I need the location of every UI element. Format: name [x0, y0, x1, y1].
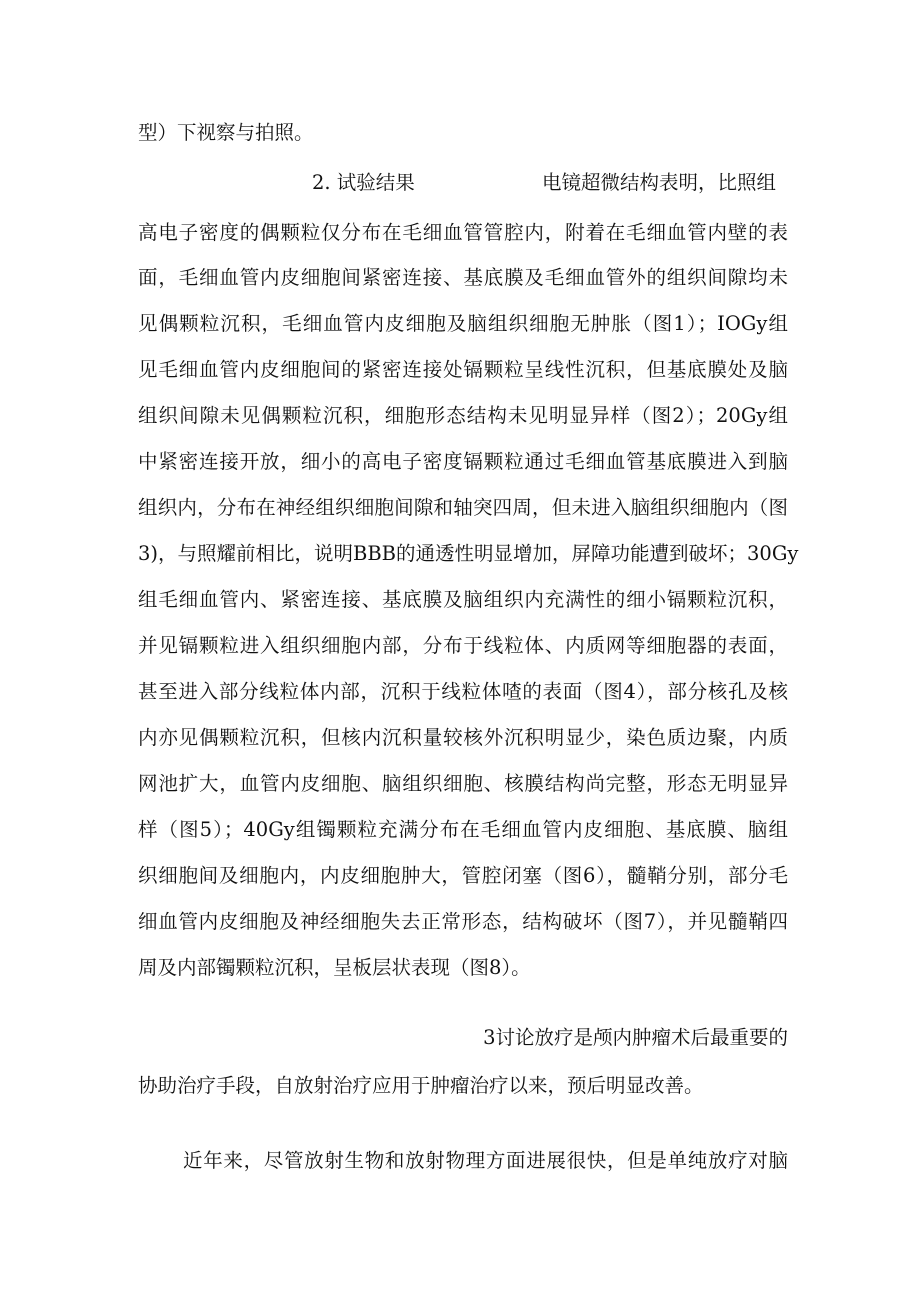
paragraph-line: 3)，与照耀前相比，说明BBB的通透性明显增加，屏障功能遭到破坏；30Gy — [138, 542, 799, 565]
paragraph-line: 甚至进入部分线粒体内部，沉积于线粒体喳的表面（图4），部分核孔及核 — [138, 680, 788, 703]
paragraph-line: 组织内，分布在神经组织细胞间隙和轴突四周，但未进入脑组织细胞内（图 — [138, 496, 788, 519]
paragraph-line: 周及内部镯颗粒沉积，呈板层状表现（图8）。 — [138, 956, 531, 979]
paragraph-line: 织细胞间及细胞内，内皮细胞肿大，管腔闭塞（图6），髓鞘分别，部分毛 — [138, 864, 788, 887]
paragraph-line: 见偶颗粒沉积，毛细血管内皮细胞及脑组织细胞无肿胀（图1）；IOGy组 — [138, 312, 788, 335]
paragraph-line: 协助治疗手段，自放射治疗应用于肿瘤治疗以来，预后明显改善。 — [138, 1074, 704, 1097]
paragraph-line: 见毛细血管内皮细胞间的紧密连接处镉颗粒呈线性沉积，但基底膜处及脑 — [138, 358, 788, 381]
paragraph-line: 组毛细血管内、紧密连接、基底膜及脑组织内充满性的细小镉颗粒沉积， — [138, 588, 788, 611]
paragraph-line: 近年来，尽管放射生物和放射物理方面进展很快，但是单纯放疗对脑 — [183, 1149, 788, 1172]
paragraph-line: 并见镉颗粒进入组织细胞内部，分布于线粒体、内质网等细胞器的表面， — [138, 634, 788, 657]
paragraph-line: 中紧密连接开放，细小的高电子密度镉颗粒通过毛细血管基底膜进入到脑 — [138, 450, 788, 473]
section-2-header-line — [138, 168, 788, 198]
paragraph-line: 内亦见偶颗粒沉积，但核内沉积量较核外沉积明显少，染色质边聚，内质 — [138, 726, 788, 749]
paragraph-line: 细血管内皮细胞及神经细胞失去正常形态，结构破坏（图7），并见髓鞘四 — [138, 910, 788, 933]
section-2-lead-text: 电镜超微结构表明，比照组 — [542, 171, 777, 194]
paragraph-line: 型）下视察与拍照。 — [138, 121, 314, 144]
paragraph-line: 高电子密度的偶颗粒仅分布在毛细血管管腔内，附着在毛细血管内壁的表 — [138, 221, 788, 244]
paragraph-line: 网池扩大，血管内皮细胞、脑组织细胞、核膜结构尚完整，形态无明显异 — [138, 772, 788, 795]
paragraph-line: 样（图5）；40Gy组镯颗粒充满分布在毛细血管内皮细胞、基底膜、脑组 — [138, 818, 788, 841]
paragraph-line: 面，毛细血管内皮细胞间紧密连接、基底膜及毛细血管外的组织间隙均未 — [138, 266, 788, 289]
paragraph-line: 组织间隙未见偶颗粒沉积，细胞形态结构未见明显异样（图2）；20Gy组 — [138, 404, 788, 427]
section-3-lead-text: 3讨论放疗是颅内肿瘤术后最重要的 — [483, 1026, 788, 1049]
section-2-heading: 2. 试验结果 — [312, 171, 415, 194]
section-3-header-line — [138, 1023, 788, 1053]
